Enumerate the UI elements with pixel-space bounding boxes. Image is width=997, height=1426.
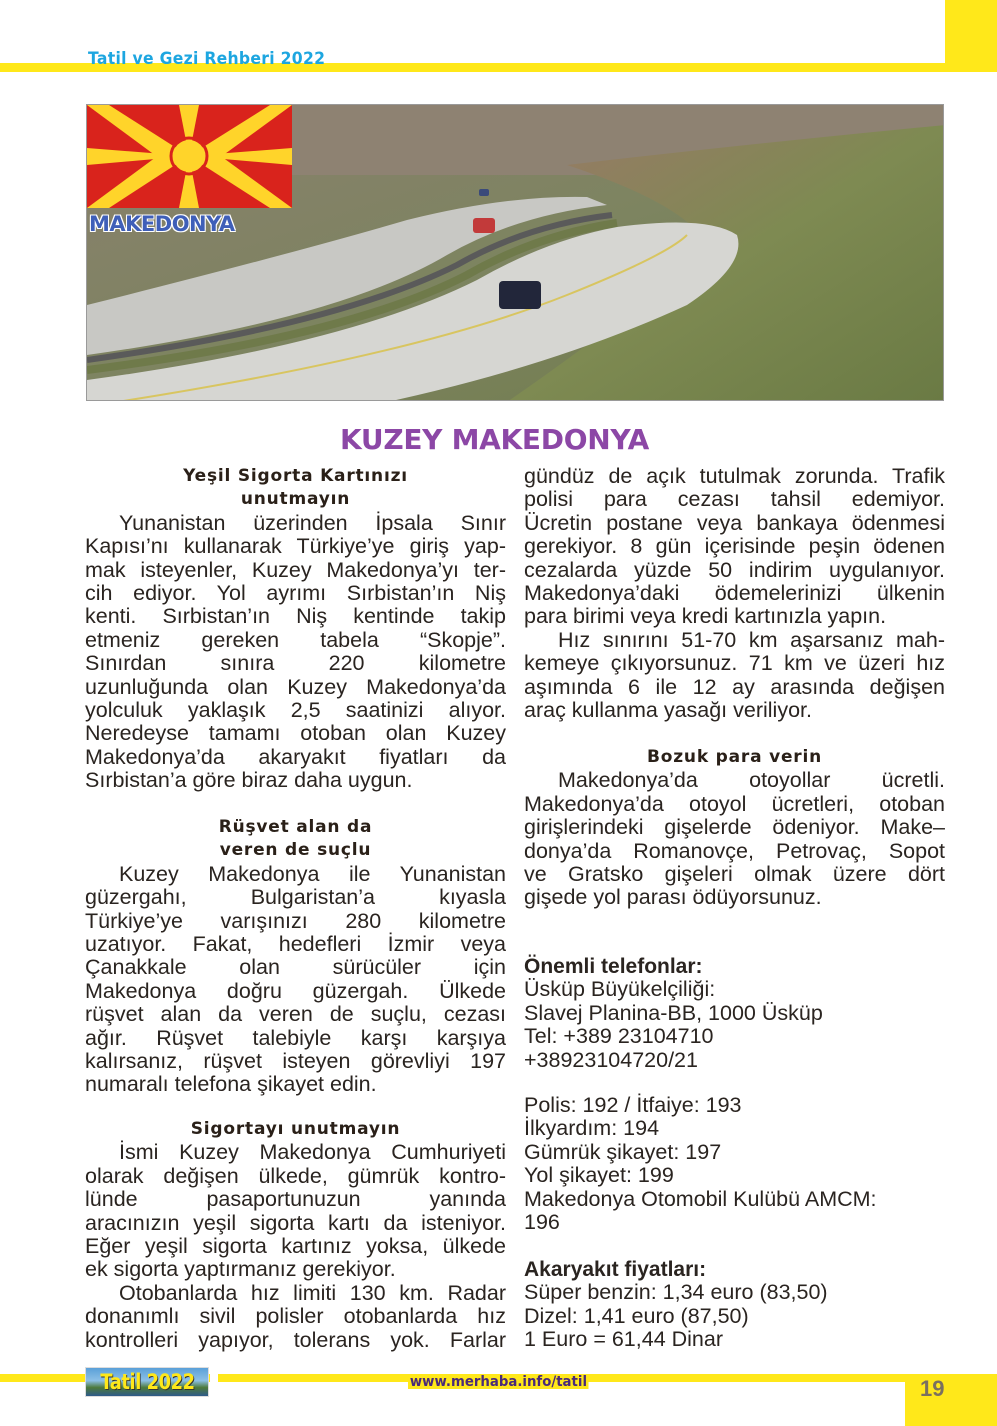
- paragraph-line: girişlerindeki gişelerde ödeniyor. Make–: [524, 815, 945, 840]
- paragraph-line: güzergahı, Bulgaristan’a kıyasla: [85, 885, 506, 910]
- emergency-line: Polis: 192 / İtfaiye: 193: [524, 1093, 742, 1117]
- important-phones: [524, 955, 945, 1072]
- paragraph-line: Makedonya’daki ödemelerinizi ülkenin: [524, 580, 945, 605]
- paragraph-line: cezalarda yüzde 50 indirim uygulanıyor.: [524, 557, 945, 582]
- emergency-line: Gümrük şikayet: 197: [524, 1139, 722, 1164]
- page-number: 19: [920, 1376, 945, 1401]
- section-heading: veren de suçlu: [219, 840, 372, 861]
- paragraph-line: Neredeyse tamamı otoban olan Kuzey: [85, 721, 506, 746]
- phones-heading: Önemli telefonlar:: [524, 955, 703, 978]
- paragraph-line: polisi para cezası tahsil edemiyor.: [524, 487, 945, 512]
- paragraph-line: donanımlı sivil polisler otobanlarda hız: [85, 1304, 506, 1329]
- fuel-line: 1 Euro = 61,44 Dinar: [524, 1327, 724, 1352]
- car-far: [479, 189, 489, 196]
- paragraph-line: Makedonya’da akaryakıt fiyatları da: [85, 744, 506, 769]
- paragraph-line: Çanakkale olan sürücüler için: [85, 955, 506, 980]
- paragraph-line: Yunanistan üzerinden İpsala Sınır: [119, 510, 506, 535]
- paragraph-line: Kuzey Makedonya ile Yunanistan: [119, 861, 506, 886]
- paragraph-line: kenti. Sırbistan’ın Niş kentinde takip: [85, 604, 506, 629]
- paragraph-line: Makedonya doğru güzergah. Ülkede: [85, 978, 506, 1003]
- paragraph-line: para birimi veya kredi kartınızla yapın.: [524, 604, 887, 629]
- section-heading: unutmayın: [240, 489, 351, 510]
- phone-line: Tel: +389 23104710: [524, 1024, 714, 1049]
- paragraph-line: Makedonya’da otoyol ücretleri, otoban: [524, 791, 945, 816]
- running-header-title: Tatil ve Gezi Rehberi 2022: [88, 49, 326, 69]
- paragraph-line: ağır. Rüşvet talebiyle karşı karşıya: [85, 1025, 506, 1050]
- footer-logo-text: Tatil 2022: [99, 1370, 195, 1394]
- emergency-line: Yol şikayet: 199: [524, 1163, 674, 1188]
- paragraph-line: ve Gratsko gişeleri olmak üzere dört: [524, 861, 945, 886]
- emergency-line: 196: [524, 1209, 560, 1234]
- fuel-heading: Akaryakıt fiyatları:: [524, 1258, 707, 1281]
- hero-photo: [86, 104, 944, 401]
- paragraph-line: kontrolleri yapıyor, tolerans yok. Farlar: [85, 1327, 506, 1352]
- paragraph-line: mak isteyenler, Kuzey Makedonya’yı ter-: [85, 557, 506, 582]
- paragraph-line: gündüz de açık tutulmak zorunda. Trafik: [524, 464, 945, 488]
- paragraph-line: Makedonya’da otoyollar ücretli.: [558, 768, 945, 793]
- paragraph-line: Ücretin postane veya bankaya ödenmesi: [524, 510, 945, 535]
- footer-divider: [210, 1370, 218, 1386]
- phone-line: +38923104720/21: [524, 1047, 698, 1072]
- paragraph-line: ek sigorta yaptırmanız gerekiyor.: [85, 1257, 396, 1282]
- paragraph-line: kalırsanız, rüşvet isteyen görevliyi 197: [85, 1048, 506, 1073]
- paragraph-line: Hız sınırını 51-70 km aşarsanız mah-: [558, 627, 945, 652]
- paragraph-line: gerekiyor. 8 gün içerisinde peşin ödenen: [524, 534, 945, 559]
- phone-line: Üsküp Büyükelçiliği:: [524, 977, 716, 1002]
- paragraph-line: aracınızın yeşil sigorta kartı da isteniyor.: [85, 1210, 506, 1235]
- section-tolls: [524, 746, 945, 910]
- paragraph-line: olarak değişen ülkede, gümrük kontro-: [85, 1163, 506, 1188]
- paragraph-line: etmeniz gereken tabela “Skopje”.: [85, 627, 506, 652]
- emergency-line: İlkyardım: 194: [524, 1116, 660, 1141]
- emergency-numbers: [524, 1094, 945, 1234]
- paragraph-line: yolculuk yaklaşık 2,5 saatinizi alıyor.: [85, 697, 506, 722]
- section-heading: Yeşil Sigorta Kartınızı: [183, 466, 408, 486]
- fuel-line: Süper benzin: 1,34 euro (83,50): [524, 1280, 828, 1305]
- paragraph-line: araç kullanma yasağı veriliyor.: [524, 697, 812, 722]
- section-bribery: [85, 816, 506, 1097]
- footer-url-link[interactable]: www.merhaba.info/tatil: [409, 1374, 588, 1390]
- fuel-line: Dizel: 1,41 euro (87,50): [524, 1303, 749, 1328]
- footer-logo: [85, 1367, 209, 1397]
- section-insurance: [85, 1118, 506, 1352]
- paragraph-line: Kapısı’nı kullanarak Türkiye’ye giriş yap-: [85, 534, 506, 559]
- fuel-prices: [524, 1258, 945, 1352]
- section-heading: Sigortayı unutmayın: [190, 1119, 401, 1139]
- paragraph-line: Otobanlarda hız limiti 130 km. Radar: [119, 1280, 506, 1305]
- north-macedonia-flag: [87, 105, 292, 208]
- paragraph-line: İsmi Kuzey Makedonya Cumhuriyeti: [119, 1140, 506, 1165]
- paragraph-line: Sırbistan’a göre biraz daha uygun.: [85, 768, 413, 793]
- emergency-line: Makedonya Otomobil Kulübü AMCM:: [524, 1186, 877, 1211]
- paragraph-line: Eğer yeşil sigorta kartınız yoksa, ülkede: [85, 1233, 506, 1258]
- section-fines: [524, 465, 945, 722]
- page-number-block: [905, 1374, 997, 1426]
- country-label: MAKEDONYA: [89, 212, 235, 236]
- corner-accent-block: [945, 0, 997, 72]
- article-title: KUZEY MAKEDONYA: [340, 423, 649, 456]
- paragraph-line: uzunluğunda olan Kuzey Makedonya’da: [85, 674, 506, 699]
- paragraph-line: rüşvet alan da veren de suçlu, cezası: [85, 1002, 506, 1027]
- section-heading: Rüşvet alan da: [218, 817, 373, 837]
- paragraph-line: numaralı telefona şikayet edin.: [85, 1072, 377, 1097]
- paragraph-line: kemeye çıkıyorsunuz. 71 km ve üzeri hız: [524, 651, 945, 676]
- paragraph-line: Türkiye’ye varışınızı 280 kilometre: [85, 908, 506, 933]
- car-dark: [499, 281, 541, 309]
- paragraph-line: gişede yol parası ödüyorsunuz.: [524, 885, 822, 910]
- paragraph-line: aşımında 6 ile 12 ay arasında değişen: [524, 674, 945, 699]
- paragraph-line: cih ediyor. Yol ayrımı Sırbistan’ın Niş: [85, 580, 506, 605]
- paragraph-line: donya’da Romanovçe, Petrovaç, Sopot: [524, 838, 945, 863]
- phone-line: Slavej Planina-BB, 1000 Üsküp: [524, 1000, 823, 1025]
- paragraph-line: lünde pasaportunuzun yanında: [85, 1187, 506, 1212]
- car-red: [473, 218, 495, 233]
- paragraph-line: Sınırdan sınıra 220 kilometre: [85, 651, 506, 676]
- section-green-card: [85, 465, 506, 793]
- paragraph-line: uzatıyor. Fakat, hedefleri İzmir veya: [85, 931, 506, 956]
- section-heading: Bozuk para verin: [647, 747, 822, 767]
